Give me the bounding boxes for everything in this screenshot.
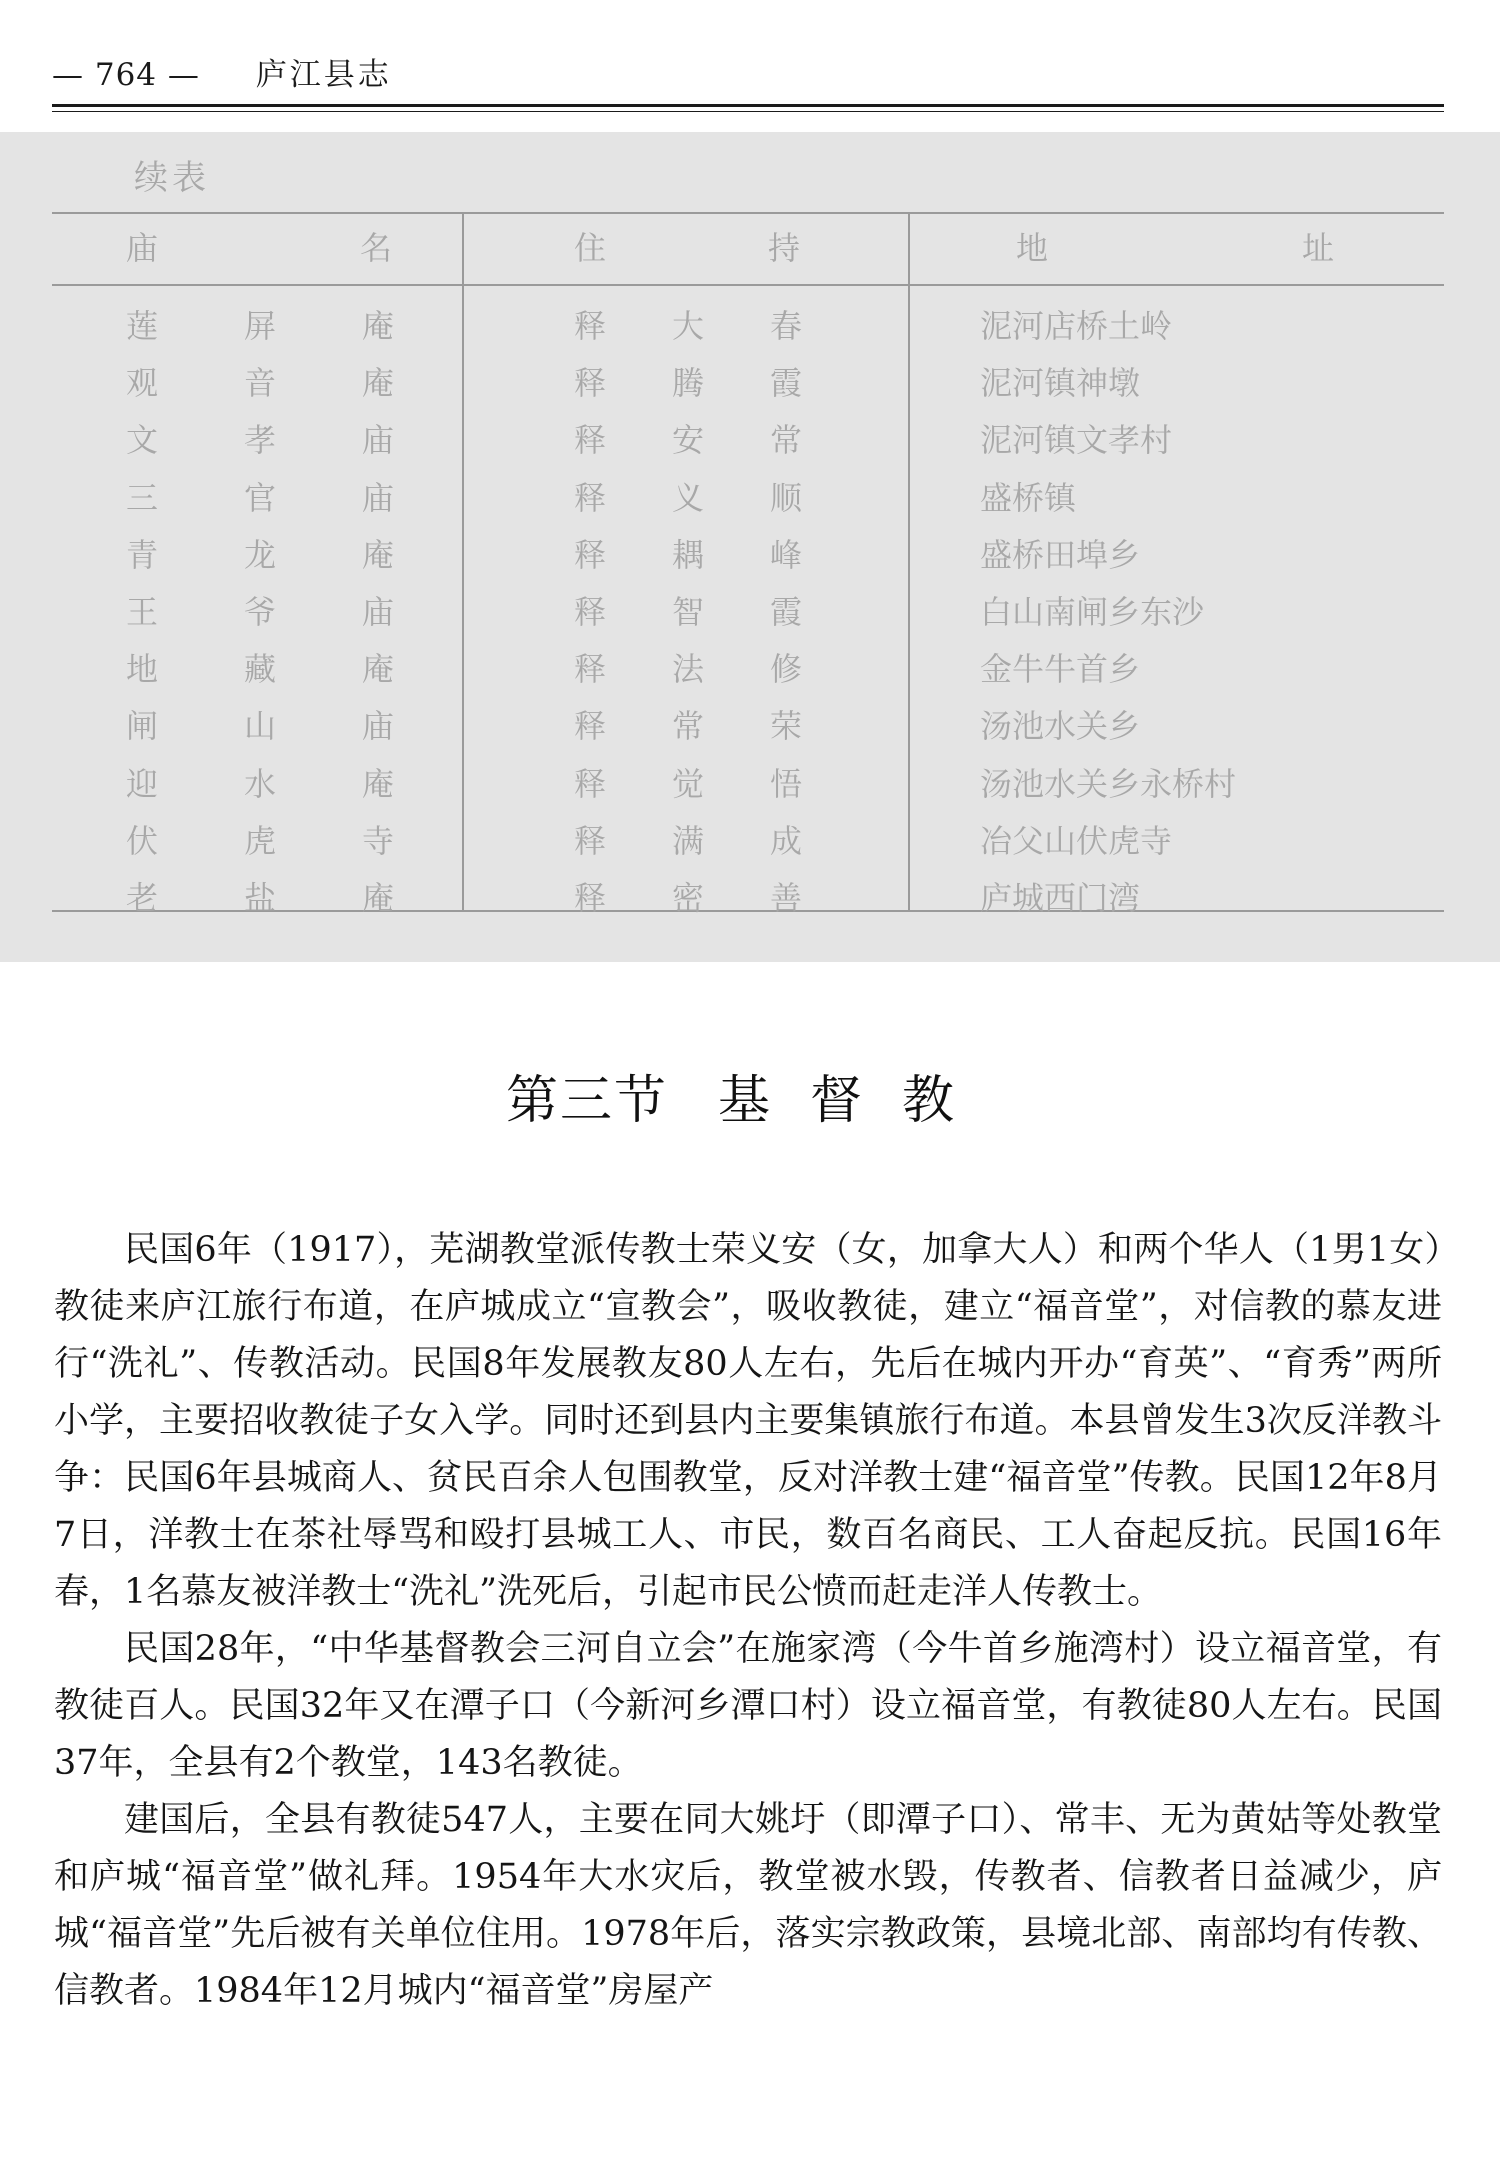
cell-char: 莲 bbox=[126, 307, 159, 345]
cell-char: 闸 bbox=[126, 707, 159, 746]
abbot-cell bbox=[574, 584, 802, 640]
cell-char: 觉 bbox=[671, 764, 704, 803]
paragraph: 民国6年（1917），芜湖教堂派传教士荣义安（女，加拿大人）和两个华人（1男1女）教徒来庐江旅行布道，在庐城成立“宣教会”，吸收教徒，建立“福音堂”，对信教的慕友进行“洗礼”、传教活动。民国8年发展教友80人左右，先后在城内开办“育英”、“育秀”两所小学，主要招收教徒子女入学。同时还到县内主要集镇旅行布道。本县曾发生3次反洋教斗争：民国6年县城商人、贫民百余人包围教堂，反对洋教士建“福音堂”传教。民国12年8月7日，洋教士在茶社辱骂和殴打县城工人、市民，数百名商民、工人奋起反抗。民国16年春，1名慕友被洋教士“洗礼”洗死后，引起市民公愤而赶走洋人传教士。 bbox=[54, 1230, 1442, 1612]
cell-char: 迎 bbox=[126, 764, 159, 803]
temple-name-cell bbox=[126, 813, 394, 869]
cell-char: 安 bbox=[671, 421, 704, 460]
cell-char: 释 bbox=[574, 307, 607, 345]
body-text bbox=[54, 1222, 1442, 2020]
paragraph: 建国后，全县有教徒547人，主要在同大姚圩（即潭子口）、常丰、无为黄姑等处教堂和庐城“福音堂”做礼拜。1954年大水灾后，教堂被水毁，传教者、信教者日益减少，庐城“福音堂”先后被有关单位住用。1978年后，落实宗教政策，县境北部、南部均有传教、信教者。1984年12月城内“福音堂”房屋产 bbox=[54, 1800, 1442, 2011]
cell-char: 霞 bbox=[769, 364, 802, 403]
cell-char: 释 bbox=[574, 879, 607, 917]
cell-char: 地 bbox=[126, 650, 159, 689]
address-cell: 泥河镇文孝村 bbox=[980, 421, 1173, 460]
cell-char: 春 bbox=[769, 307, 802, 345]
cell-char: 庵 bbox=[361, 879, 394, 917]
column-divider-2 bbox=[908, 212, 910, 912]
temple-name-cell bbox=[126, 756, 394, 812]
page-number: — 764 — bbox=[52, 57, 200, 93]
cell-char: 密 bbox=[671, 879, 704, 917]
cell-char: 耦 bbox=[671, 535, 704, 574]
cell-char: 修 bbox=[769, 650, 802, 689]
cell-char: 释 bbox=[574, 421, 607, 460]
temple-name-cell bbox=[126, 698, 394, 754]
section-number: 第三节 bbox=[505, 1071, 668, 1131]
abbot-cell bbox=[574, 870, 802, 926]
cell-char: 伏 bbox=[126, 821, 159, 860]
cell-char: 龙 bbox=[243, 535, 276, 574]
address-cell: 泥河镇神墩 bbox=[980, 364, 1141, 403]
address-cell: 冶父山伏虎寺 bbox=[980, 821, 1173, 860]
abbot-cell bbox=[574, 412, 802, 468]
temple-name-cell bbox=[126, 355, 394, 411]
cell-char: 青 bbox=[126, 535, 159, 574]
book-title: 庐江县志 bbox=[255, 57, 392, 93]
header-abbot-1: 住 bbox=[574, 229, 607, 267]
cell-char: 盐 bbox=[243, 879, 276, 917]
cell-char: 庙 bbox=[361, 707, 394, 746]
address-cell: 金牛牛首乡 bbox=[980, 650, 1141, 689]
header-temple-name-2: 名 bbox=[360, 229, 393, 267]
address-cell: 盛桥镇 bbox=[980, 478, 1077, 517]
abbot-cell bbox=[574, 813, 802, 869]
cell-char: 法 bbox=[671, 650, 704, 689]
temple-table bbox=[0, 132, 1500, 962]
cell-char: 释 bbox=[574, 764, 607, 803]
cell-char: 文 bbox=[126, 421, 159, 460]
temple-name-cell bbox=[126, 527, 394, 583]
address-cell: 白山南闸乡东沙 bbox=[980, 593, 1205, 631]
cell-char: 老 bbox=[126, 879, 159, 917]
header-address-2: 址 bbox=[1302, 229, 1335, 267]
address-cell: 庐城西门湾 bbox=[980, 879, 1141, 917]
table-header-rule bbox=[52, 284, 1444, 286]
cell-char: 释 bbox=[574, 650, 607, 689]
temple-name-cell bbox=[126, 298, 394, 354]
cell-char: 常 bbox=[769, 421, 802, 460]
page-header bbox=[52, 52, 1444, 98]
cell-char: 大 bbox=[671, 307, 704, 345]
section-title bbox=[0, 1058, 1500, 1133]
column-divider-1 bbox=[462, 212, 464, 912]
cell-char: 官 bbox=[243, 478, 276, 517]
cell-char: 庵 bbox=[361, 764, 394, 803]
cell-char: 成 bbox=[769, 821, 802, 860]
address-cell: 汤池水关乡 bbox=[980, 707, 1141, 746]
cell-char: 庵 bbox=[361, 535, 394, 574]
cell-char: 庵 bbox=[361, 307, 394, 345]
abbot-cell bbox=[574, 470, 802, 526]
cell-char: 常 bbox=[671, 707, 704, 746]
cell-char: 庙 bbox=[361, 593, 394, 631]
cell-char: 屏 bbox=[243, 307, 276, 345]
header-rule-thick bbox=[52, 104, 1444, 107]
cell-char: 释 bbox=[574, 707, 607, 746]
cell-char: 释 bbox=[574, 478, 607, 517]
address-cell: 泥河店桥土岭 bbox=[980, 307, 1173, 345]
header-temple-name-1: 庙 bbox=[126, 229, 159, 267]
temple-name-cell bbox=[126, 870, 394, 926]
cell-char: 寺 bbox=[361, 821, 394, 860]
cell-char: 腾 bbox=[671, 364, 704, 403]
cell-char: 庵 bbox=[361, 364, 394, 403]
header-rule-thin bbox=[52, 111, 1444, 112]
abbot-cell bbox=[574, 355, 802, 411]
paragraph: 民国28年，“中华基督教会三河自立会”在施家湾（今牛首乡施湾村）设立福音堂，有教徒百人。民国32年又在潭子口（今新河乡潭口村）设立福音堂，有教徒80人左右。民国37年，全县有2个教堂，143名教徒。 bbox=[54, 1629, 1442, 1783]
address-cell: 汤池水关乡永桥村 bbox=[980, 764, 1237, 803]
address-cell: 盛桥田埠乡 bbox=[980, 535, 1141, 574]
cell-char: 义 bbox=[671, 478, 704, 517]
cell-char: 智 bbox=[671, 593, 704, 631]
abbot-cell bbox=[574, 641, 802, 697]
abbot-cell bbox=[574, 527, 802, 583]
temple-name-cell bbox=[126, 584, 394, 640]
cell-char: 庙 bbox=[361, 421, 394, 460]
cell-char: 峰 bbox=[769, 535, 802, 574]
cell-char: 庙 bbox=[361, 478, 394, 517]
cell-char: 满 bbox=[671, 821, 704, 860]
cell-char: 释 bbox=[574, 535, 607, 574]
cell-char: 释 bbox=[574, 821, 607, 860]
abbot-cell bbox=[574, 756, 802, 812]
cell-char: 山 bbox=[243, 707, 276, 746]
cell-char: 水 bbox=[243, 764, 276, 803]
table-top-rule bbox=[52, 212, 1444, 214]
cell-char: 庵 bbox=[361, 650, 394, 689]
cell-char: 虎 bbox=[243, 821, 276, 860]
cell-char: 音 bbox=[243, 364, 276, 403]
cell-char: 霞 bbox=[769, 593, 802, 631]
cell-char: 善 bbox=[769, 879, 802, 917]
temple-name-cell bbox=[126, 641, 394, 697]
abbot-cell bbox=[574, 698, 802, 754]
header-address-1: 地 bbox=[1016, 229, 1049, 267]
header-abbot-2: 持 bbox=[768, 229, 801, 267]
cell-char: 释 bbox=[574, 593, 607, 631]
cell-char: 观 bbox=[126, 364, 159, 403]
cell-char: 悟 bbox=[769, 764, 802, 803]
cell-char: 顺 bbox=[769, 478, 802, 517]
cell-char: 王 bbox=[126, 593, 159, 631]
cell-char: 孝 bbox=[243, 421, 276, 460]
table-caption: 续表 bbox=[134, 158, 210, 198]
cell-char: 荣 bbox=[769, 707, 802, 746]
abbot-cell bbox=[574, 298, 802, 354]
temple-name-cell bbox=[126, 470, 394, 526]
section-name: 基督教 bbox=[718, 1071, 995, 1131]
cell-char: 释 bbox=[574, 364, 607, 403]
temple-name-cell bbox=[126, 412, 394, 468]
cell-char: 爷 bbox=[243, 593, 276, 631]
cell-char: 藏 bbox=[243, 650, 276, 689]
cell-char: 三 bbox=[126, 478, 159, 517]
